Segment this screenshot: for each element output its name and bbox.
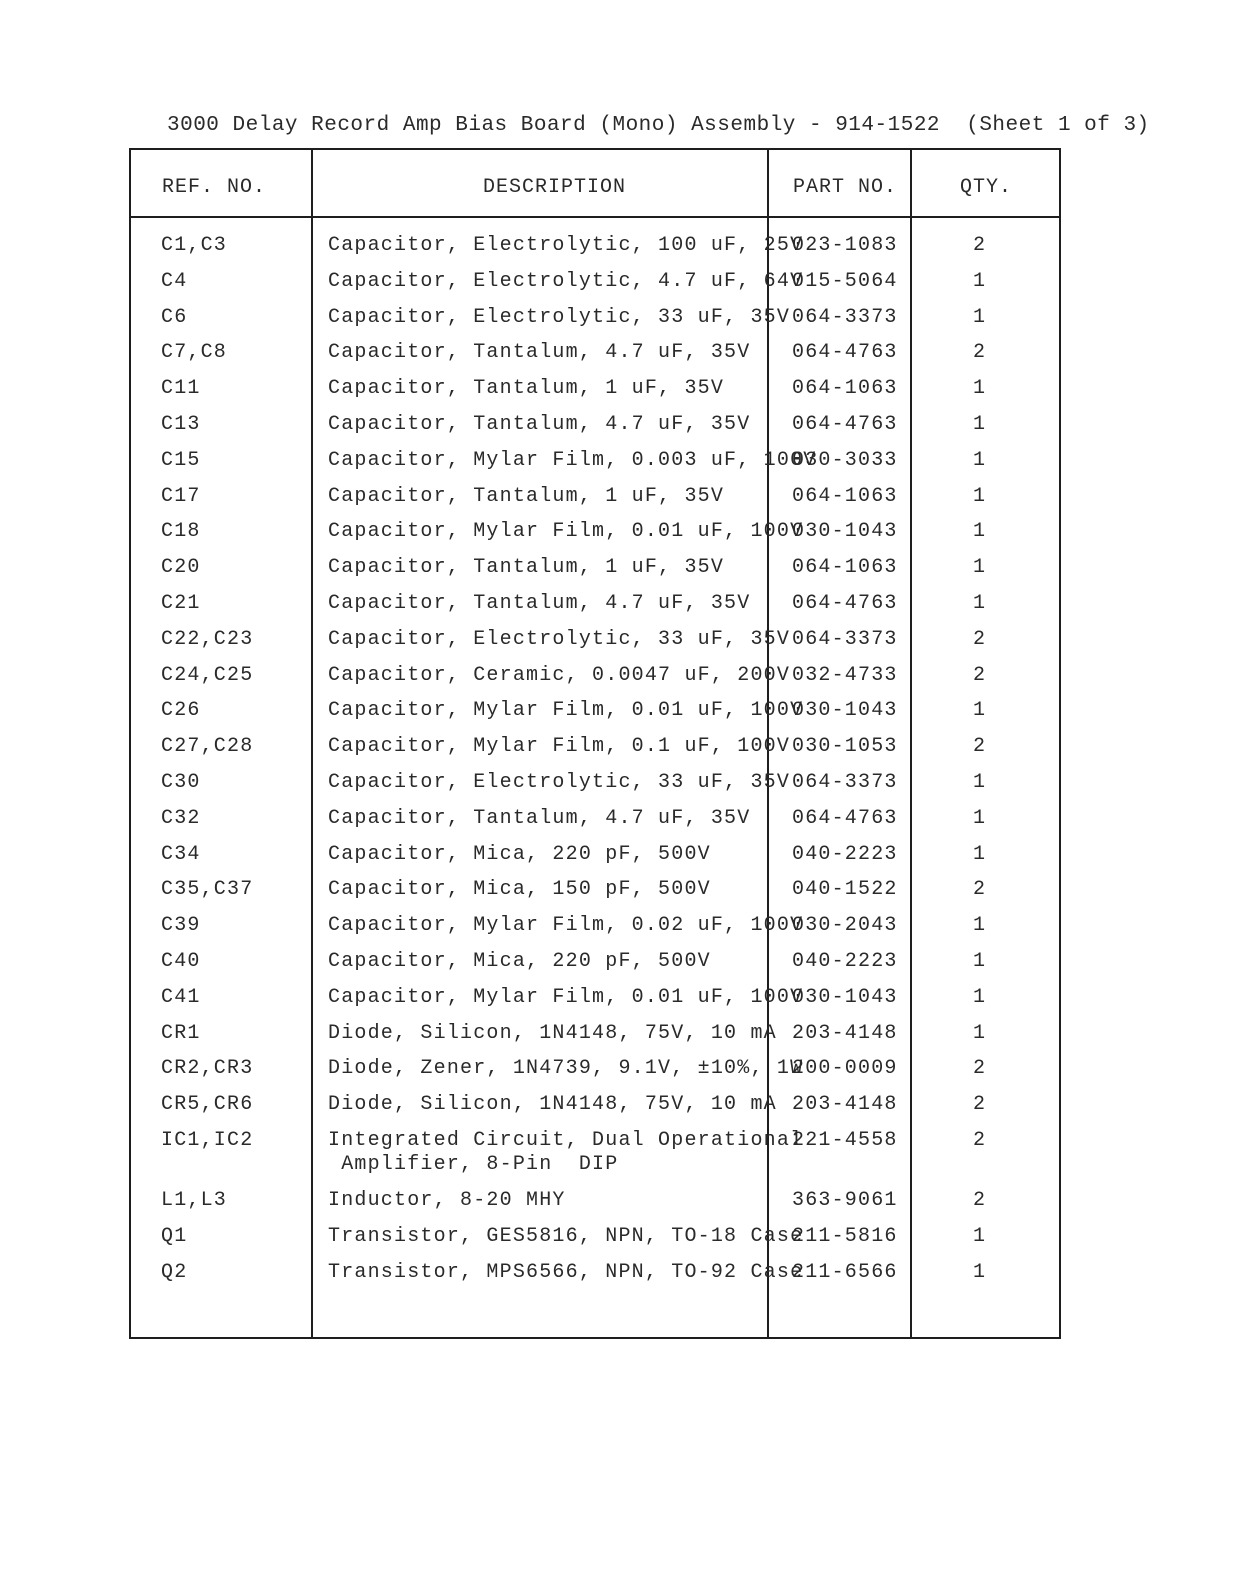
qty-cell: 2 (973, 878, 987, 902)
description-cell: Capacitor, Electrolytic, 33 uF, 35V (328, 770, 791, 794)
part-no-cell: 203-4148 (792, 1021, 898, 1045)
table-row (131, 986, 1059, 1022)
part-no-cell: 030-1043 (792, 520, 898, 544)
qty-cell: 1 (973, 269, 987, 293)
qty-cell: 1 (973, 1260, 987, 1284)
part-no-cell: 030-1043 (792, 985, 898, 1009)
ref-cell: CR2,CR3 (161, 1057, 254, 1081)
description-cell: Capacitor, Mica, 220 pF, 500V (328, 949, 711, 973)
table-row (131, 914, 1059, 950)
ref-cell: L1,L3 (161, 1188, 228, 1212)
description-cell: Diode, Silicon, 1N4148, 75V, 10 mA (328, 1093, 777, 1117)
part-no-cell: 030-3033 (792, 448, 898, 472)
part-no-cell: 064-3373 (792, 627, 898, 651)
description-cell: Capacitor, Mylar Film, 0.003 uF, 100V (328, 448, 817, 472)
ref-cell: C24,C25 (161, 663, 254, 687)
qty-cell: 1 (973, 305, 987, 329)
table-body (131, 234, 1059, 1296)
ref-cell: C32 (161, 806, 201, 830)
part-no-cell: 040-2223 (792, 949, 898, 973)
description-cell: Capacitor, Mylar Film, 0.01 uF, 100V (328, 985, 804, 1009)
table-row (131, 699, 1059, 735)
part-no-cell: 040-2223 (792, 842, 898, 866)
parts-list-table (129, 148, 1061, 1339)
table-row (131, 234, 1059, 270)
part-no-cell: 211-5816 (792, 1224, 898, 1248)
ref-cell: C41 (161, 985, 201, 1009)
description-cell: Capacitor, Tantalum, 4.7 uF, 35V (328, 591, 751, 615)
description-cell: Capacitor, Electrolytic, 4.7 uF, 64V (328, 269, 804, 293)
ref-cell: IC1,IC2 (161, 1128, 254, 1152)
header-divider (131, 216, 1059, 218)
part-no-cell: 363-9061 (792, 1188, 898, 1212)
qty-cell: 1 (973, 914, 987, 938)
part-no-cell: 064-3373 (792, 305, 898, 329)
part-no-cell: 064-4763 (792, 591, 898, 615)
table-row (131, 306, 1059, 342)
part-no-cell: 203-4148 (792, 1093, 898, 1117)
qty-cell: 1 (973, 520, 987, 544)
part-no-cell: 015-5064 (792, 269, 898, 293)
table-row (131, 377, 1059, 413)
ref-cell: C15 (161, 448, 201, 472)
table-row (131, 735, 1059, 771)
ref-cell: C40 (161, 949, 201, 973)
table-row (131, 1261, 1059, 1297)
description-cell: Capacitor, Tantalum, 1 uF, 35V (328, 556, 725, 580)
ref-cell: C21 (161, 591, 201, 615)
qty-cell: 1 (973, 412, 987, 436)
qty-cell: 1 (973, 949, 987, 973)
ref-cell: C35,C37 (161, 878, 254, 902)
part-no-cell: 064-1063 (792, 556, 898, 580)
description-cell: Diode, Zener, 1N4739, 9.1V, ±10%, 1W (328, 1057, 804, 1081)
ref-cell: C1,C3 (161, 234, 228, 257)
qty-cell: 1 (973, 377, 987, 401)
description-cell: Diode, Silicon, 1N4148, 75V, 10 mA (328, 1021, 777, 1045)
part-no-cell: 200-0009 (792, 1057, 898, 1081)
qty-cell: 1 (973, 770, 987, 794)
header-description: DESCRIPTION (483, 176, 627, 199)
description-cell: Capacitor, Tantalum, 1 uF, 35V (328, 484, 725, 508)
table-row (131, 771, 1059, 807)
description-cell: Capacitor, Tantalum, 1 uF, 35V (328, 377, 725, 401)
ref-cell: C22,C23 (161, 627, 254, 651)
qty-cell: 2 (973, 234, 987, 257)
part-no-cell: 064-4763 (792, 806, 898, 830)
part-no-cell: 032-4733 (792, 663, 898, 687)
ref-cell: Q1 (161, 1224, 188, 1248)
part-no-cell: 064-4763 (792, 412, 898, 436)
part-no-cell: 030-2043 (792, 914, 898, 938)
ref-cell: C34 (161, 842, 201, 866)
ref-cell: CR5,CR6 (161, 1093, 254, 1117)
table-row (131, 1022, 1059, 1058)
sheet-title: 3000 Delay Record Amp Bias Board (Mono) Assembly - 914-1522 (Sheet 1 of 3) (167, 114, 1150, 137)
part-no-cell: 064-4763 (792, 341, 898, 365)
ref-cell: C26 (161, 699, 201, 723)
ref-cell: C30 (161, 770, 201, 794)
description-cell: Capacitor, Ceramic, 0.0047 uF, 200V (328, 663, 791, 687)
table-row (131, 878, 1059, 914)
ref-cell: C27,C28 (161, 735, 254, 759)
ref-cell: C20 (161, 556, 201, 580)
table-row (131, 485, 1059, 521)
table-row (131, 1129, 1059, 1189)
ref-cell: C18 (161, 520, 201, 544)
table-row (131, 520, 1059, 556)
description-cell: Capacitor, Tantalum, 4.7 uF, 35V (328, 412, 751, 436)
table-row (131, 1225, 1059, 1261)
qty-cell: 2 (973, 1057, 987, 1081)
part-no-cell: 040-1522 (792, 878, 898, 902)
qty-cell: 1 (973, 842, 987, 866)
qty-cell: 2 (973, 627, 987, 651)
description-cell: Capacitor, Mylar Film, 0.01 uF, 100V (328, 520, 804, 544)
ref-cell: CR1 (161, 1021, 201, 1045)
ref-cell: C39 (161, 914, 201, 938)
table-row (131, 413, 1059, 449)
part-no-cell: 064-3373 (792, 770, 898, 794)
qty-cell: 1 (973, 699, 987, 723)
description-cell: Transistor, GES5816, NPN, TO-18 Case (328, 1224, 804, 1248)
qty-cell: 1 (973, 591, 987, 615)
qty-cell: 1 (973, 1224, 987, 1248)
qty-cell: 2 (973, 1188, 987, 1212)
qty-cell: 1 (973, 484, 987, 508)
ref-cell: C17 (161, 484, 201, 508)
qty-cell: 1 (973, 1021, 987, 1045)
qty-cell: 1 (973, 556, 987, 580)
table-row (131, 449, 1059, 485)
table-row (131, 664, 1059, 700)
table-row (131, 1189, 1059, 1225)
ref-cell: C6 (161, 305, 188, 329)
part-no-cell: 030-1043 (792, 699, 898, 723)
part-no-cell: 030-1053 (792, 735, 898, 759)
description-cell: Inductor, 8-20 MHY (328, 1188, 566, 1212)
part-no-cell: 221-4558 (792, 1128, 898, 1152)
ref-cell: Q2 (161, 1260, 188, 1284)
table-row (131, 1057, 1059, 1093)
table-row (131, 556, 1059, 592)
description-cell: Capacitor, Tantalum, 4.7 uF, 35V (328, 341, 751, 365)
table-row (131, 270, 1059, 306)
description-cell: Capacitor, Tantalum, 4.7 uF, 35V (328, 806, 751, 830)
description-cell: Capacitor, Mica, 150 pF, 500V (328, 878, 711, 902)
description-cell: Transistor, MPS6566, NPN, TO-92 Case (328, 1260, 804, 1284)
qty-cell: 2 (973, 663, 987, 687)
description-cell: Capacitor, Mica, 220 pF, 500V (328, 842, 711, 866)
ref-cell: C13 (161, 412, 201, 436)
table-row (131, 950, 1059, 986)
part-no-cell: 023-1083 (792, 234, 898, 257)
qty-cell: 2 (973, 341, 987, 365)
table-row (131, 592, 1059, 628)
ref-cell: C7,C8 (161, 341, 228, 365)
qty-cell: 2 (973, 735, 987, 759)
table-row (131, 1093, 1059, 1129)
part-no-cell: 064-1063 (792, 484, 898, 508)
table-row (131, 341, 1059, 377)
qty-cell: 2 (973, 1093, 987, 1117)
description-cell: Capacitor, Electrolytic, 33 uF, 35V (328, 627, 791, 651)
table-row (131, 628, 1059, 664)
ref-cell: C4 (161, 269, 188, 293)
header-ref-no: REF. NO. (162, 176, 267, 199)
part-no-cell: 211-6566 (792, 1260, 898, 1284)
description-cell: Capacitor, Electrolytic, 100 uF, 25V (328, 234, 804, 257)
qty-cell: 1 (973, 985, 987, 1009)
header-part-no: PART NO. (793, 176, 898, 199)
header-qty: QTY. (960, 176, 1013, 199)
table-row (131, 807, 1059, 843)
ref-cell: C11 (161, 377, 201, 401)
description-cell: Capacitor, Mylar Film, 0.02 uF, 100V (328, 914, 804, 938)
part-no-cell: 064-1063 (792, 377, 898, 401)
description-cell: Capacitor, Mylar Film, 0.1 uF, 100V (328, 735, 791, 759)
table-row (131, 843, 1059, 879)
description-cell: Integrated Circuit, Dual Operational Amplifier, 8-Pin DIP (328, 1128, 804, 1176)
qty-cell: 1 (973, 448, 987, 472)
qty-cell: 2 (973, 1128, 987, 1152)
description-cell: Capacitor, Electrolytic, 33 uF, 35V (328, 305, 791, 329)
qty-cell: 1 (973, 806, 987, 830)
description-cell: Capacitor, Mylar Film, 0.01 uF, 100V (328, 699, 804, 723)
